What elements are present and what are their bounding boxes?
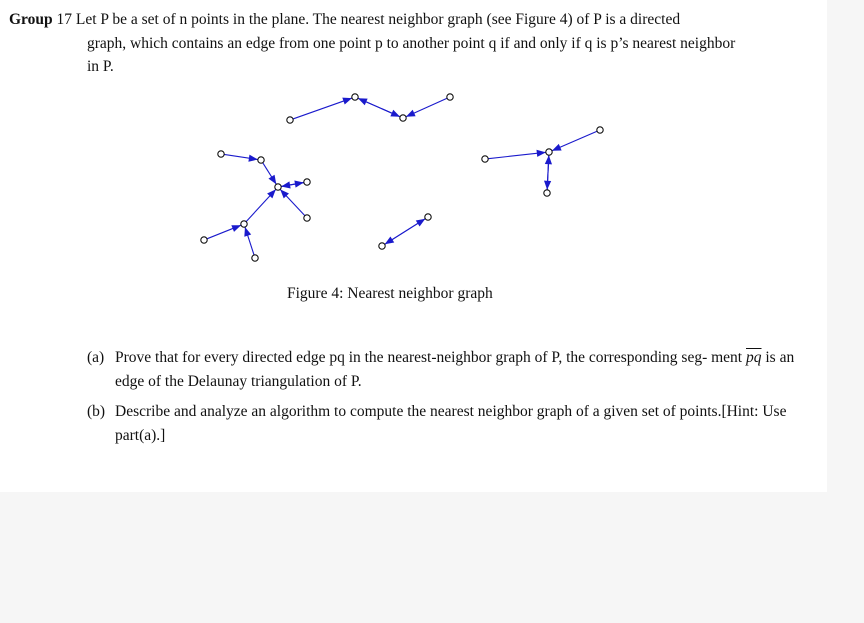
arrow-head xyxy=(244,227,251,237)
graph-point xyxy=(201,237,207,243)
graph-point xyxy=(287,117,293,123)
arrow-head xyxy=(231,225,241,232)
arrow-head xyxy=(358,98,368,105)
intro-line-1 xyxy=(9,8,680,32)
group-label: Group xyxy=(9,11,53,28)
arrow-head xyxy=(390,110,400,117)
graph-point xyxy=(252,255,258,261)
graph-point xyxy=(275,184,281,190)
part-a-text: Prove that for every directed edge pq in the nearest-neighbor graph of P, the corresponding seg- ment xyxy=(115,349,746,366)
part-b-label: (b) xyxy=(87,403,106,420)
part-a-label: (a) xyxy=(87,349,105,366)
graph-point xyxy=(258,157,264,163)
graph-point xyxy=(218,151,224,157)
arrow-head xyxy=(294,181,303,188)
graph-point xyxy=(544,190,550,196)
group-number: 17 xyxy=(56,11,73,28)
part-a xyxy=(87,346,817,393)
graph-point xyxy=(597,127,603,133)
arrow-head xyxy=(536,150,545,157)
graph-point xyxy=(400,115,406,121)
arrow-head xyxy=(545,155,552,164)
arrow-head xyxy=(406,110,416,117)
part-b xyxy=(87,400,817,447)
figure-caption: Figure 4: Nearest neighbor graph xyxy=(287,285,493,302)
intro-line-2: graph, which contains an edge from one point p to another point q if and only if q is p’s nearest neighbor xyxy=(87,34,736,52)
graph-point xyxy=(425,214,431,220)
nearest-neighbor-graph-figure xyxy=(190,84,620,269)
arrow-head xyxy=(416,219,426,227)
part-a-text-end: is an edge of the Delaunay triangulation of P. xyxy=(115,349,795,390)
arrow-head xyxy=(248,155,257,162)
sub-questions xyxy=(87,346,817,454)
graph-point xyxy=(352,94,358,100)
arrow-head xyxy=(342,98,352,105)
part-b-text: Describe and analyze an algorithm to compute the nearest neighbor graph of a given set of points.[Hint: Use part(a).] xyxy=(115,403,787,444)
graph-point xyxy=(304,179,310,185)
graph-point xyxy=(304,215,310,221)
intro-text-1: Let P be a set of n points in the plane. The nearest neighbor graph (see Figure 4) of P is a directed xyxy=(75,11,681,28)
graph-edge xyxy=(293,98,352,119)
graph-point xyxy=(546,149,552,155)
graph-point xyxy=(482,156,488,162)
intro-line-3: in P. xyxy=(87,58,114,75)
arrow-head xyxy=(552,144,562,151)
graph-point xyxy=(447,94,453,100)
arrow-head xyxy=(281,181,290,188)
arrow-head xyxy=(385,236,395,244)
arrow-head xyxy=(268,175,276,185)
graph-point xyxy=(241,221,247,227)
graph-point xyxy=(379,243,385,249)
arrow-head xyxy=(544,181,551,190)
segment-pq: $\overline{pq}$ xyxy=(746,349,762,366)
